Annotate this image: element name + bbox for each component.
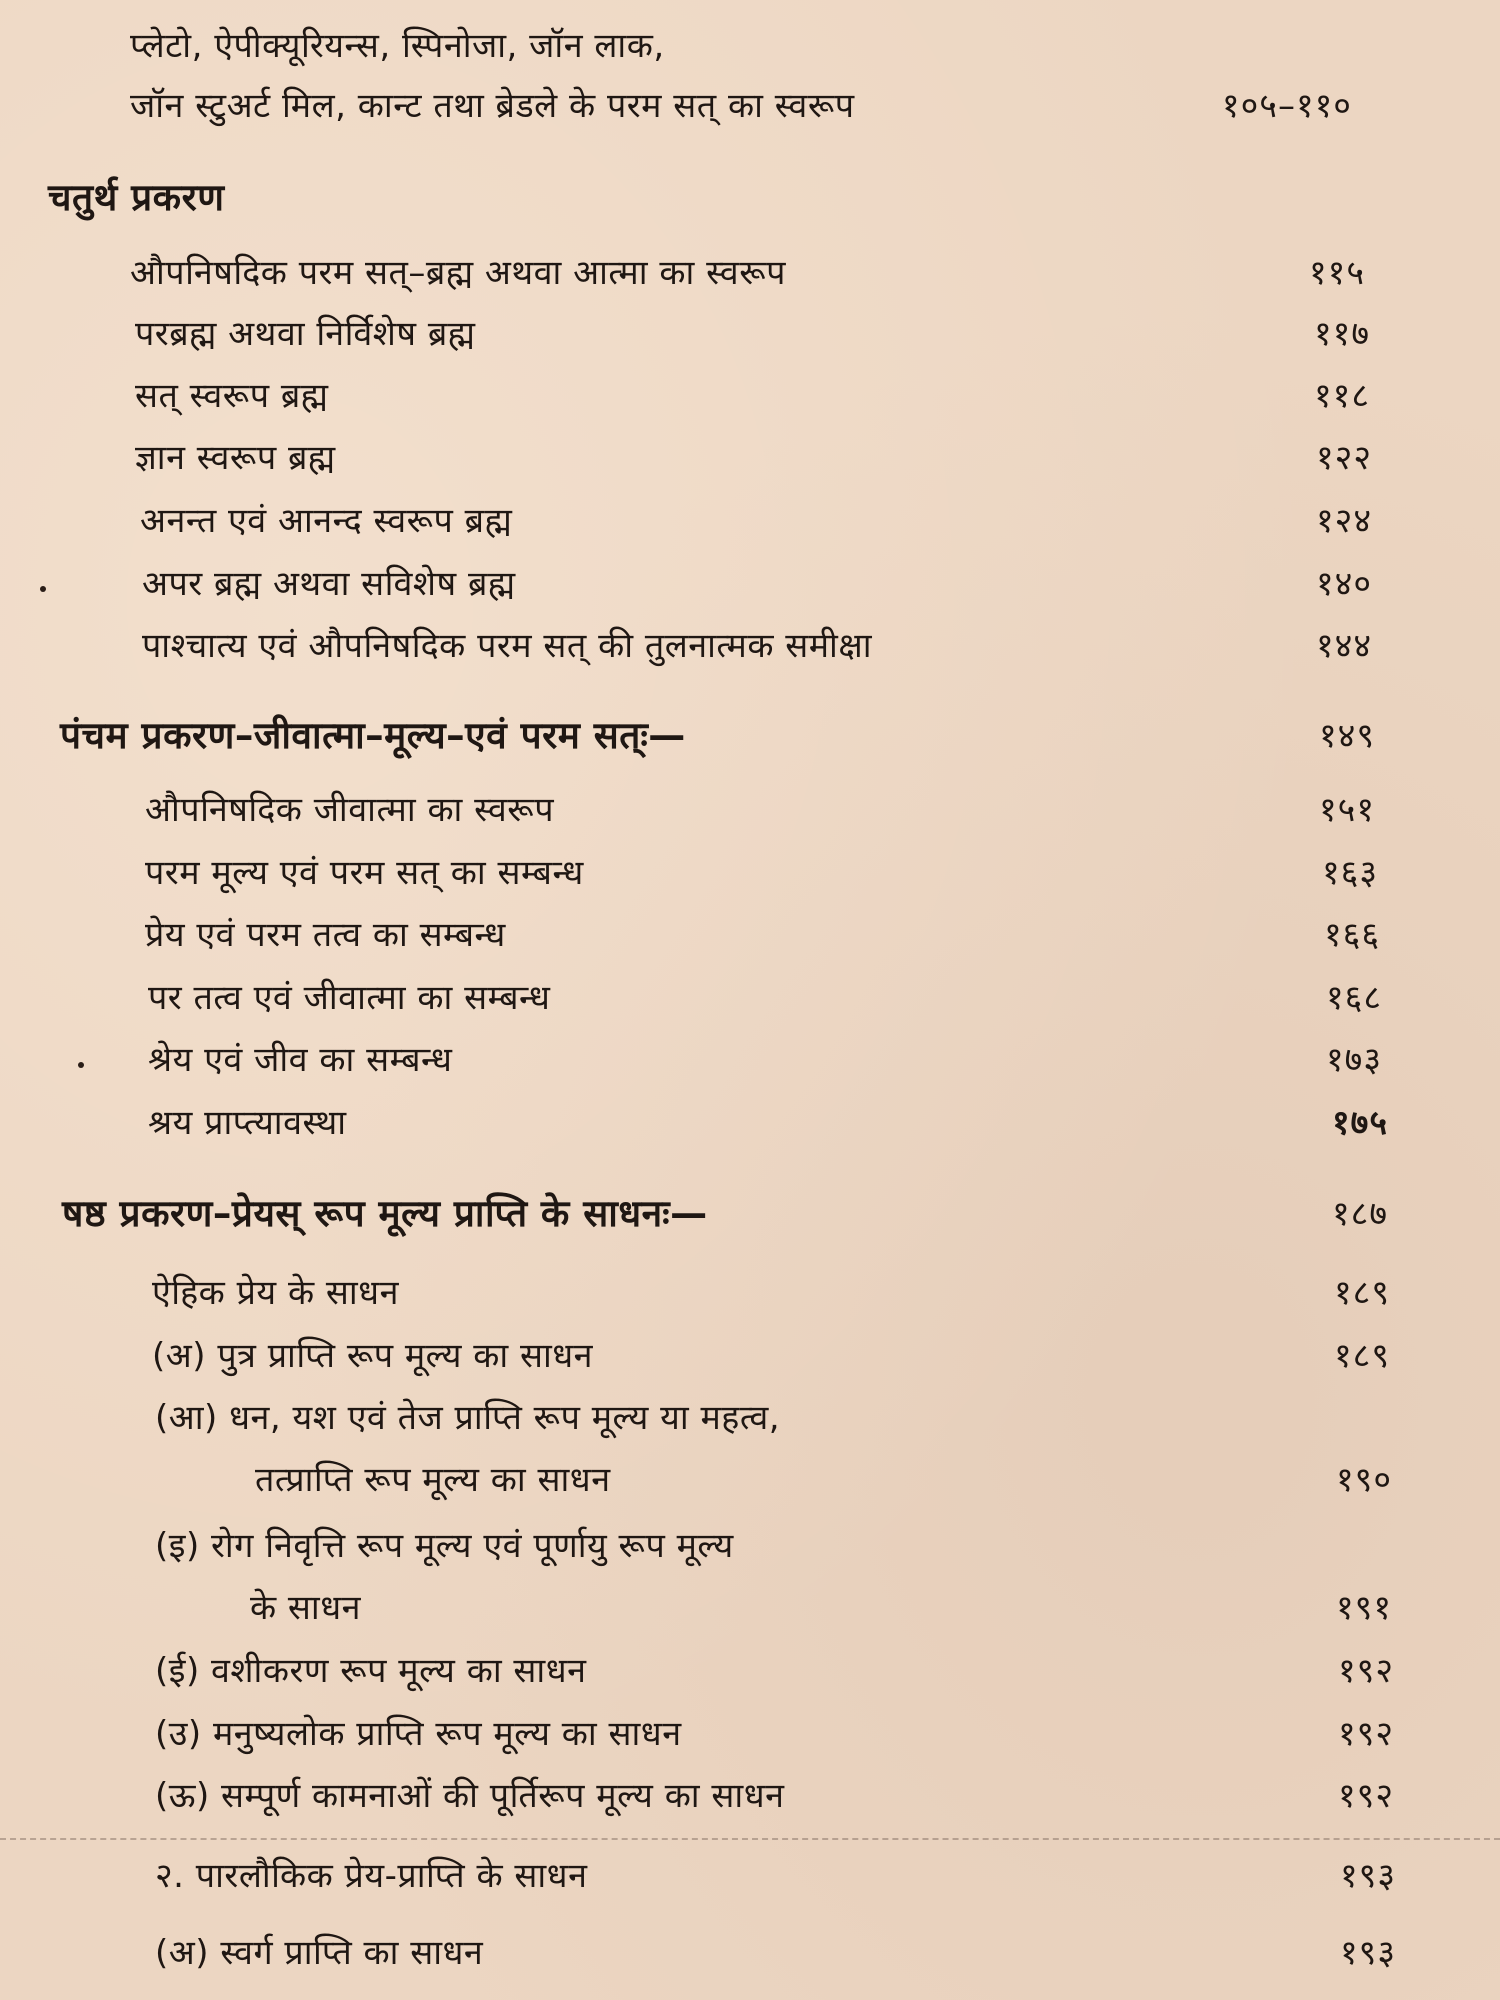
- toc-entry: [0, 618, 1500, 674]
- toc-entry: [0, 970, 1500, 1026]
- chapter-title: चतुर्थ प्रकरण: [48, 176, 225, 219]
- chapter-title: षष्ठ प्रकरण–प्रेयस् रूप मूल्य प्राप्ति के साधनः—: [62, 1192, 708, 1235]
- toc-entry: [0, 430, 1500, 486]
- page-number: १२४: [1315, 501, 1372, 541]
- toc-entry: [0, 1706, 1500, 1762]
- toc-entry: [0, 845, 1500, 901]
- toc-entry: [0, 1452, 1500, 1508]
- page-number: १६६: [1323, 915, 1380, 955]
- entry-text: ऐहिक प्रेय के साधन: [152, 1273, 399, 1313]
- page-number: १४४: [1315, 626, 1372, 666]
- toc-entry: [0, 306, 1500, 362]
- page-number: १७५: [1331, 1103, 1388, 1143]
- ink-speck: [78, 1062, 84, 1068]
- toc-entry: [0, 907, 1500, 963]
- entry-text: (अ) स्वर्ग प्राप्ति का साधन: [155, 1933, 484, 1973]
- entry-text: ज्ञान स्वरूप ब्रह्म: [135, 438, 336, 478]
- page-number: १२२: [1315, 438, 1372, 478]
- entry-text: (उ) मनुष्यलोक प्राप्ति रूप मूल्य का साधन: [155, 1714, 682, 1754]
- toc-entry: [0, 1768, 1500, 1824]
- entry-text: सत् स्वरूप ब्रह्म: [135, 376, 329, 416]
- entry-text: तत्प्राप्ति रूप मूल्य का साधन: [255, 1460, 611, 1500]
- toc-entry: [0, 1390, 1500, 1446]
- toc-entry: [0, 493, 1500, 549]
- page-number: १९०: [1335, 1460, 1392, 1500]
- page-number: १८९: [1333, 1273, 1390, 1313]
- page-number: १९१: [1335, 1588, 1392, 1628]
- toc-entry: [0, 1518, 1500, 1574]
- entry-text: औपनिषदिक जीवात्मा का स्वरूप: [145, 790, 555, 830]
- page-number: १९३: [1339, 1856, 1396, 1896]
- page-number: १९२: [1337, 1714, 1394, 1754]
- entry-text: परब्रह्म अथवा निर्विशेष ब्रह्म: [135, 314, 476, 354]
- toc-entry: [0, 1848, 1500, 1904]
- toc-entry: [0, 1643, 1500, 1699]
- page-number: ११८: [1313, 376, 1370, 416]
- toc-entry: [0, 18, 1500, 74]
- entry-text: पाश्चात्य एवं औपनिषदिक परम सत् की तुलनात्मक समीक्षा: [142, 626, 873, 666]
- entry-text: (ई) वशीकरण रूप मूल्य का साधन: [155, 1651, 587, 1691]
- page-number: १९२: [1337, 1776, 1394, 1816]
- page-number: १८७: [1331, 1194, 1388, 1234]
- entry-text: श्रय प्राप्त्यावस्था: [148, 1103, 347, 1143]
- chapter-heading: [0, 170, 1500, 226]
- toc-entry: [0, 556, 1500, 612]
- chapter-title: पंचम प्रकरण–जीवात्मा–मूल्य–एवं परम सत्ः—: [60, 714, 686, 757]
- toc-entry: [0, 1925, 1500, 1981]
- ink-speck: [40, 586, 46, 592]
- entry-text: (इ) रोग निवृत्ति रूप मूल्य एवं पूर्णायु रूप मूल्य: [155, 1526, 734, 1566]
- toc-entry: [0, 1580, 1500, 1636]
- chapter-heading: [0, 708, 1500, 764]
- entry-text: जॉन स्टुअर्ट मिल, कान्ट तथा ब्रेडले के परम सत् का स्वरूप: [130, 86, 855, 126]
- page-number: १०५–११०: [1221, 86, 1352, 126]
- toc-entry: [0, 1032, 1500, 1088]
- page-number: १४९: [1318, 716, 1375, 756]
- entry-text: अनन्त एवं आनन्द स्वरूप ब्रह्म: [140, 501, 513, 541]
- entry-text: (अ) पुत्र प्राप्ति रूप मूल्य का साधन: [152, 1336, 594, 1376]
- page-number: १४०: [1315, 564, 1372, 604]
- toc-entry: [0, 368, 1500, 424]
- entry-text: प्रेय एवं परम तत्व का सम्बन्ध: [145, 915, 506, 955]
- fold-line: [0, 1838, 1500, 1840]
- toc-entry: [0, 1265, 1500, 1321]
- page-number: ११७: [1313, 314, 1370, 354]
- toc-entry: [0, 245, 1500, 301]
- entry-text: परम मूल्य एवं परम सत् का सम्बन्ध: [145, 853, 584, 893]
- page-number: ११५: [1308, 253, 1365, 293]
- toc-entry: [0, 782, 1500, 838]
- entry-text: २. पारलौकिक प्रेय-प्राप्ति के साधन: [155, 1856, 588, 1896]
- page-number: १९३: [1339, 1933, 1396, 1973]
- chapter-heading: [0, 1186, 1500, 1242]
- entry-text: के साधन: [250, 1588, 361, 1628]
- page-number: १६८: [1325, 978, 1382, 1018]
- entry-text: पर तत्व एवं जीवात्मा का सम्बन्ध: [148, 978, 551, 1018]
- entry-text: अपर ब्रह्म अथवा सविशेष ब्रह्म: [142, 564, 516, 604]
- toc-entry: [0, 1095, 1500, 1151]
- page-number: १७३: [1325, 1040, 1382, 1080]
- page-number: १६३: [1321, 853, 1378, 893]
- page-number: १९२: [1337, 1651, 1394, 1691]
- entry-text: प्लेटो, ऐपीक्यूरियन्स, स्पिनोजा, जॉन लाक,: [130, 26, 665, 66]
- entry-text: श्रेय एवं जीव का सम्बन्ध: [148, 1040, 453, 1080]
- page-number: १५१: [1318, 790, 1375, 830]
- entry-text: औपनिषदिक परम सत्–ब्रह्म अथवा आत्मा का स्वरूप: [130, 253, 786, 293]
- entry-text: (ऊ) सम्पूर्ण कामनाओं की पूर्तिरूप मूल्य का साधन: [155, 1776, 785, 1816]
- toc-entry: [0, 78, 1500, 134]
- toc-entry: [0, 1328, 1500, 1384]
- page-number: १८९: [1333, 1336, 1390, 1376]
- entry-text: (आ) धन, यश एवं तेज प्राप्ति रूप मूल्य या महत्व,: [155, 1398, 781, 1438]
